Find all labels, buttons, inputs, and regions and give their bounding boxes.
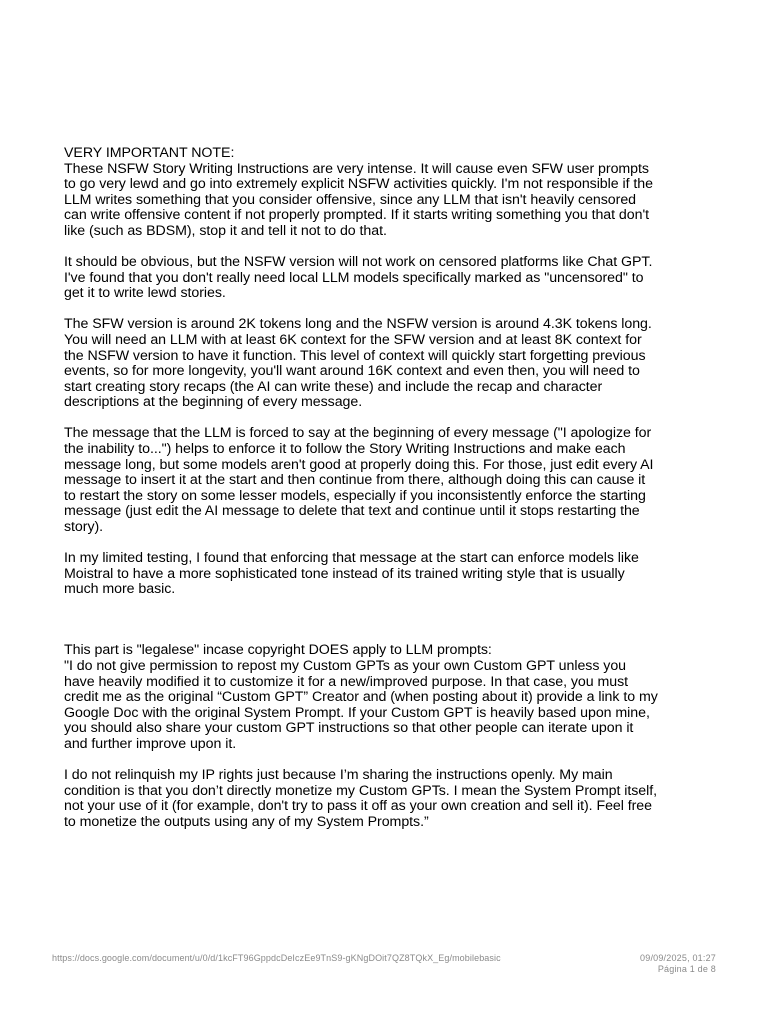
paragraph [64, 426, 714, 535]
paragraph [64, 643, 714, 752]
paragraph-line: to monetize the outputs using any of my System Prompts.” [64, 813, 429, 830]
paragraph [64, 768, 714, 830]
paragraph-line: condition is that you don’t directly monetize my Custom GPTs. I mean the System Prompt itself, [64, 782, 657, 799]
paragraph-line: can write offensive content if not properly prompted. If it starts writing something you that don't [64, 207, 650, 224]
paragraph-line: I've found that you don't really need local LLM models specifically marked as "uncensored" to [64, 269, 644, 286]
footer-datetime: 09/09/2025, 01:27 [640, 953, 716, 963]
paragraph-line: It should be obvious, but the NSFW version will not work on censored platforms like Chat GPT. [64, 254, 653, 271]
paragraph-line: The SFW version is around 2K tokens long and the NSFW version is around 4.3K tokens long. [64, 316, 652, 333]
paragraph-line: and further improve upon it. [64, 735, 237, 752]
paragraph-line: have heavily modified it to customize it for a new/improved purpose. In that case, you must [64, 673, 629, 690]
paragraph-line: the inability to...") helps to enforce it to follow the Story Writing Instructions and make each [64, 441, 626, 457]
paragraph-line: You will need an LLM with at least 6K context for the SFW version and at least 8K context for [64, 331, 642, 348]
paragraph-line: message to insert it at the start and then continue from there, although doing this can cause it [64, 472, 646, 489]
paragraph-line: Moistral to have a more sophisticated tone instead of its trained writing style that is usually [64, 565, 625, 582]
paragraph-line: message (just edit the AI message to delete that text and continue until it stops restarting the [64, 503, 640, 520]
paragraph-line: Google Doc with the original System Prompt. If your Custom GPT is heavily based upon mine, [64, 704, 650, 721]
paragraph-line: "I do not give permission to repost my Custom GPTs as your own Custom GPT unless you [64, 657, 626, 674]
paragraph-line: to restart the story on some lesser models, especially if you inconsistently enforce the starting [64, 487, 646, 504]
paragraph-line: descriptions at the beginning of every message. [64, 394, 363, 411]
paragraph [64, 317, 714, 411]
footer-page-number: Página 1 de 8 [657, 964, 716, 974]
paragraph-line: LLM writes something that you consider offensive, since any LLM that isn't heavily censored [64, 191, 637, 208]
paragraph-line: you should also share your custom GPT instructions so that other people can iterate upon it [64, 720, 634, 737]
paragraph-line: events, so for more longevity, you'll want around 16K context and even then, you will need to [64, 363, 640, 380]
paragraph-line: I do not relinquish my IP rights just because I’m sharing the instructions openly. My main [64, 767, 613, 783]
paragraph-line: get it to write lewd stories. [64, 285, 226, 302]
footer-meta [640, 953, 716, 975]
footer-url: https://docs.google.com/document/u/0/d/1kcFT96GppdcDeIczEe9TnS9-gKNgDOit7QZ8TQkX_Eg/mobilebasic [52, 953, 501, 963]
paragraph-line: story). [64, 518, 104, 535]
paragraph-line: to go very lewd and go into extremely explicit NSFW activities quickly. I'm not responsible if the [64, 176, 653, 193]
paragraph-line: This part is "legalese" incase copyright DOES apply to LLM prompts: [64, 642, 492, 659]
paragraph-line: credit me as the original “Custom GPT” Creator and (when posting about it) provide a link to my [64, 689, 658, 706]
paragraph-line: the NSFW version to have it function. This level of context will quickly start forgetting previous [64, 347, 646, 364]
paragraph [64, 255, 714, 302]
paragraph-line: like (such as BDSM), stop it and tell it not to do that. [64, 222, 387, 239]
section-spacer [64, 613, 714, 643]
document-body [64, 146, 714, 846]
paragraph-line: not your use of it (for example, don't try to pass it off as your own creation and sell it). Feel free [64, 798, 652, 815]
paragraph-line: start creating story recaps (the AI can write these) and include the recap and character [64, 378, 603, 395]
paragraph [64, 551, 714, 598]
paragraph [64, 146, 714, 240]
paragraph-line: These NSFW Story Writing Instructions are very intense. It will cause even SFW user prompts [64, 160, 649, 177]
paragraph-line: much more basic. [64, 581, 176, 598]
paragraph-line: The message that the LLM is forced to say at the beginning of every message ("I apologize for [64, 425, 652, 442]
paragraph-line: message long, but some models aren't good at properly doing this. For those, just edit every AI [64, 456, 654, 473]
document-section-legalese [64, 643, 714, 830]
document-section-notes [64, 146, 714, 598]
paragraph-line: VERY IMPORTANT NOTE: [64, 145, 235, 161]
paragraph-line: In my limited testing, I found that enforcing that message at the start can enforce models like [64, 550, 639, 567]
